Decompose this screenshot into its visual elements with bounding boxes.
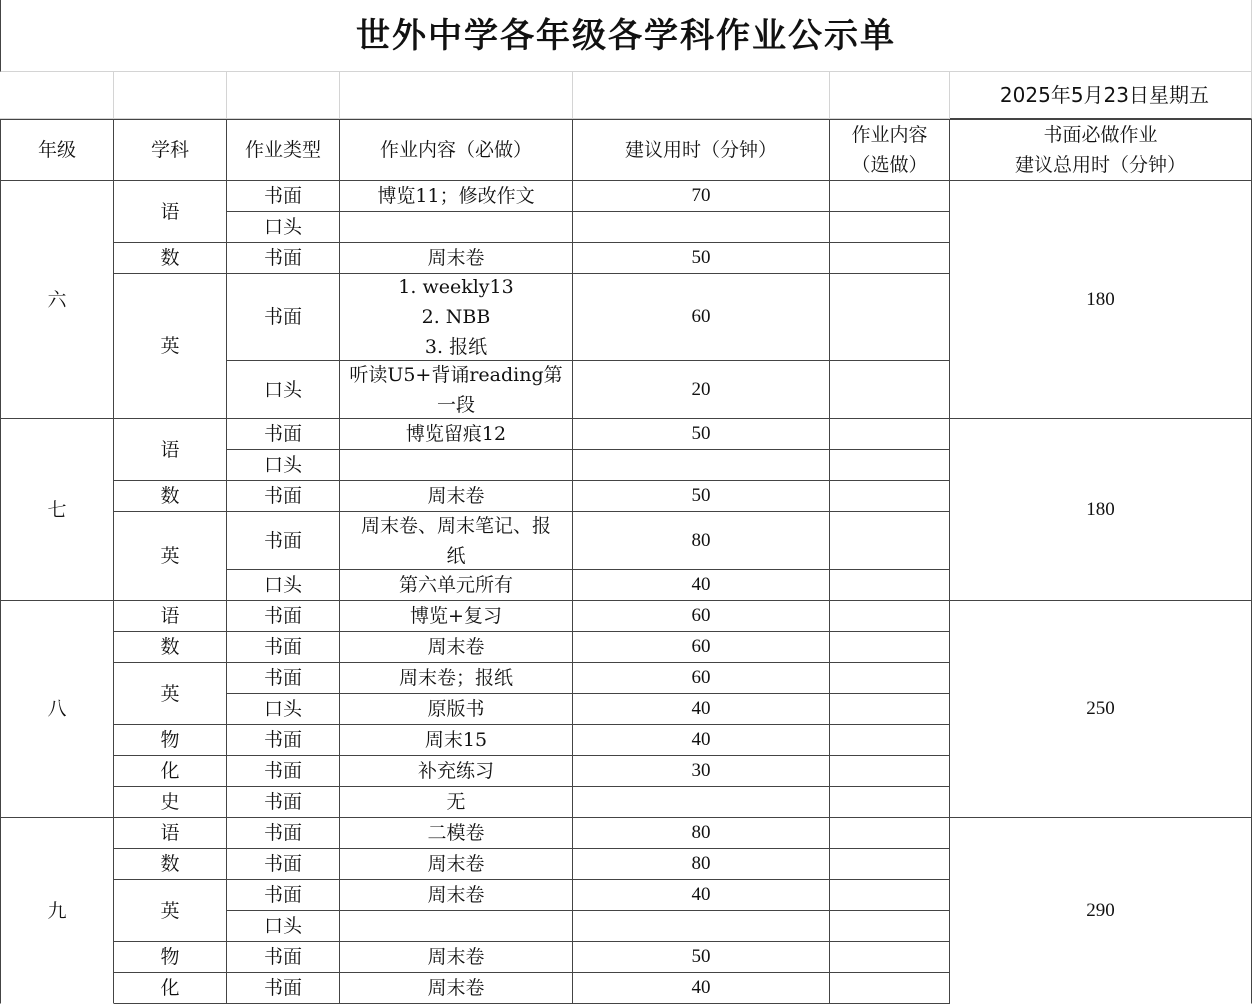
homework-content: 周末卷；报纸: [340, 663, 573, 694]
subject-cell: 数: [114, 243, 227, 274]
header-time-required: 建议用时（分钟）: [573, 119, 830, 181]
subject-cell: 史: [114, 787, 227, 818]
suggested-time: 80: [573, 849, 830, 880]
homework-content: 二模卷: [340, 818, 573, 849]
optional-content: [830, 973, 950, 1004]
subject-cell: 语: [114, 818, 227, 849]
suggested-time: 60: [573, 663, 830, 694]
subject-cell: 英: [114, 663, 227, 725]
optional-content: [830, 181, 950, 212]
homework-content: 周末卷: [340, 243, 573, 274]
optional-content: [830, 663, 950, 694]
subject-cell: 英: [114, 512, 227, 601]
suggested-time: 20: [573, 361, 830, 419]
optional-content: [830, 243, 950, 274]
total-time-cell: 180: [950, 181, 1252, 419]
homework-content: 周末卷: [340, 880, 573, 911]
subject-cell: 化: [114, 973, 227, 1004]
empty-cell: [830, 72, 950, 119]
homework-content: [340, 911, 573, 942]
empty-cell: [227, 72, 340, 119]
homework-content: 听读U5+背诵reading第 一段: [340, 361, 573, 419]
homework-content: 周末卷: [340, 632, 573, 663]
subject-cell: 英: [114, 274, 227, 419]
suggested-time: [573, 212, 830, 243]
optional-content: [830, 419, 950, 450]
subject-cell: 数: [114, 481, 227, 512]
homework-type: 书面: [227, 787, 340, 818]
suggested-time: 40: [573, 880, 830, 911]
homework-content: [340, 450, 573, 481]
header-grade: 年级: [0, 119, 114, 181]
subject-cell: 数: [114, 632, 227, 663]
subject-cell: 数: [114, 849, 227, 880]
grade-cell: 七: [0, 419, 114, 601]
homework-content: 周末卷: [340, 481, 573, 512]
homework-content: 周末卷: [340, 942, 573, 973]
homework-content: 周末卷: [340, 849, 573, 880]
optional-content: [830, 450, 950, 481]
optional-content: [830, 601, 950, 632]
header-content-optional: 作业内容 （选做）: [830, 119, 950, 181]
subject-cell: 化: [114, 756, 227, 787]
optional-content: [830, 756, 950, 787]
homework-type: 书面: [227, 274, 340, 361]
subject-cell: 物: [114, 725, 227, 756]
suggested-time: 60: [573, 632, 830, 663]
homework-type: 书面: [227, 181, 340, 212]
subject-cell: 物: [114, 942, 227, 973]
homework-content: 博览+复习: [340, 601, 573, 632]
optional-content: [830, 274, 950, 361]
optional-content: [830, 880, 950, 911]
grade-cell: 九: [0, 818, 114, 1004]
empty-cell: [340, 72, 573, 119]
suggested-time: 50: [573, 419, 830, 450]
optional-content: [830, 725, 950, 756]
optional-content: [830, 570, 950, 601]
homework-type: 口头: [227, 570, 340, 601]
homework-content: 周末卷: [340, 973, 573, 1004]
total-time-cell: 180: [950, 419, 1252, 601]
homework-type: 书面: [227, 419, 340, 450]
homework-type: 书面: [227, 512, 340, 570]
empty-cell: [114, 72, 227, 119]
total-time-cell: 250: [950, 601, 1252, 818]
homework-content: 原版书: [340, 694, 573, 725]
suggested-time: 40: [573, 570, 830, 601]
grade-cell: 八: [0, 601, 114, 818]
header-subject: 学科: [114, 119, 227, 181]
homework-type: 书面: [227, 663, 340, 694]
suggested-time: 70: [573, 181, 830, 212]
homework-type: 书面: [227, 849, 340, 880]
suggested-time: 50: [573, 243, 830, 274]
homework-type: 书面: [227, 725, 340, 756]
homework-content: 1. weekly13 2. NBB 3. 报纸: [340, 274, 573, 361]
suggested-time: 50: [573, 942, 830, 973]
optional-content: [830, 849, 950, 880]
homework-type: 书面: [227, 880, 340, 911]
empty-cell: [0, 72, 114, 119]
homework-content: 补充练习: [340, 756, 573, 787]
homework-type: 书面: [227, 942, 340, 973]
optional-content: [830, 911, 950, 942]
homework-type: 口头: [227, 911, 340, 942]
optional-content: [830, 512, 950, 570]
homework-content: 周末15: [340, 725, 573, 756]
homework-type: 口头: [227, 361, 340, 419]
total-time-cell: 290: [950, 818, 1252, 1004]
optional-content: [830, 818, 950, 849]
homework-type: 书面: [227, 632, 340, 663]
homework-type: 书面: [227, 601, 340, 632]
suggested-time: 80: [573, 818, 830, 849]
homework-content: [340, 212, 573, 243]
header-type: 作业类型: [227, 119, 340, 181]
homework-type: 口头: [227, 212, 340, 243]
empty-cell: [573, 72, 830, 119]
optional-content: [830, 632, 950, 663]
homework-type: 书面: [227, 818, 340, 849]
optional-content: [830, 694, 950, 725]
subject-cell: 语: [114, 601, 227, 632]
optional-content: [830, 942, 950, 973]
suggested-time: [573, 787, 830, 818]
homework-content: 第六单元所有: [340, 570, 573, 601]
homework-type: 口头: [227, 450, 340, 481]
optional-content: [830, 212, 950, 243]
homework-type: 书面: [227, 973, 340, 1004]
header-content-required: 作业内容（必做）: [340, 119, 573, 181]
suggested-time: 60: [573, 274, 830, 361]
subject-cell: 语: [114, 181, 227, 243]
optional-content: [830, 481, 950, 512]
grade-cell: 六: [0, 181, 114, 419]
suggested-time: 60: [573, 601, 830, 632]
suggested-time: 40: [573, 694, 830, 725]
suggested-time: 40: [573, 973, 830, 1004]
homework-type: 书面: [227, 481, 340, 512]
suggested-time: [573, 450, 830, 481]
homework-content: 博览留痕12: [340, 419, 573, 450]
suggested-time: 80: [573, 512, 830, 570]
homework-type: 书面: [227, 756, 340, 787]
suggested-time: 50: [573, 481, 830, 512]
suggested-time: [573, 911, 830, 942]
sheet-title: 世外中学各年级各学科作业公示单: [0, 0, 1252, 72]
homework-content: 周末卷、周末笔记、报 纸: [340, 512, 573, 570]
header-total-time: 书面必做作业 建议总用时（分钟）: [950, 119, 1252, 181]
sheet-date: 2025年5月23日星期五: [950, 72, 1252, 119]
subject-cell: 英: [114, 880, 227, 942]
suggested-time: 30: [573, 756, 830, 787]
homework-content: 博览11；修改作文: [340, 181, 573, 212]
subject-cell: 语: [114, 419, 227, 481]
homework-type: 书面: [227, 243, 340, 274]
optional-content: [830, 787, 950, 818]
suggested-time: 40: [573, 725, 830, 756]
optional-content: [830, 361, 950, 419]
homework-content: 无: [340, 787, 573, 818]
homework-type: 口头: [227, 694, 340, 725]
